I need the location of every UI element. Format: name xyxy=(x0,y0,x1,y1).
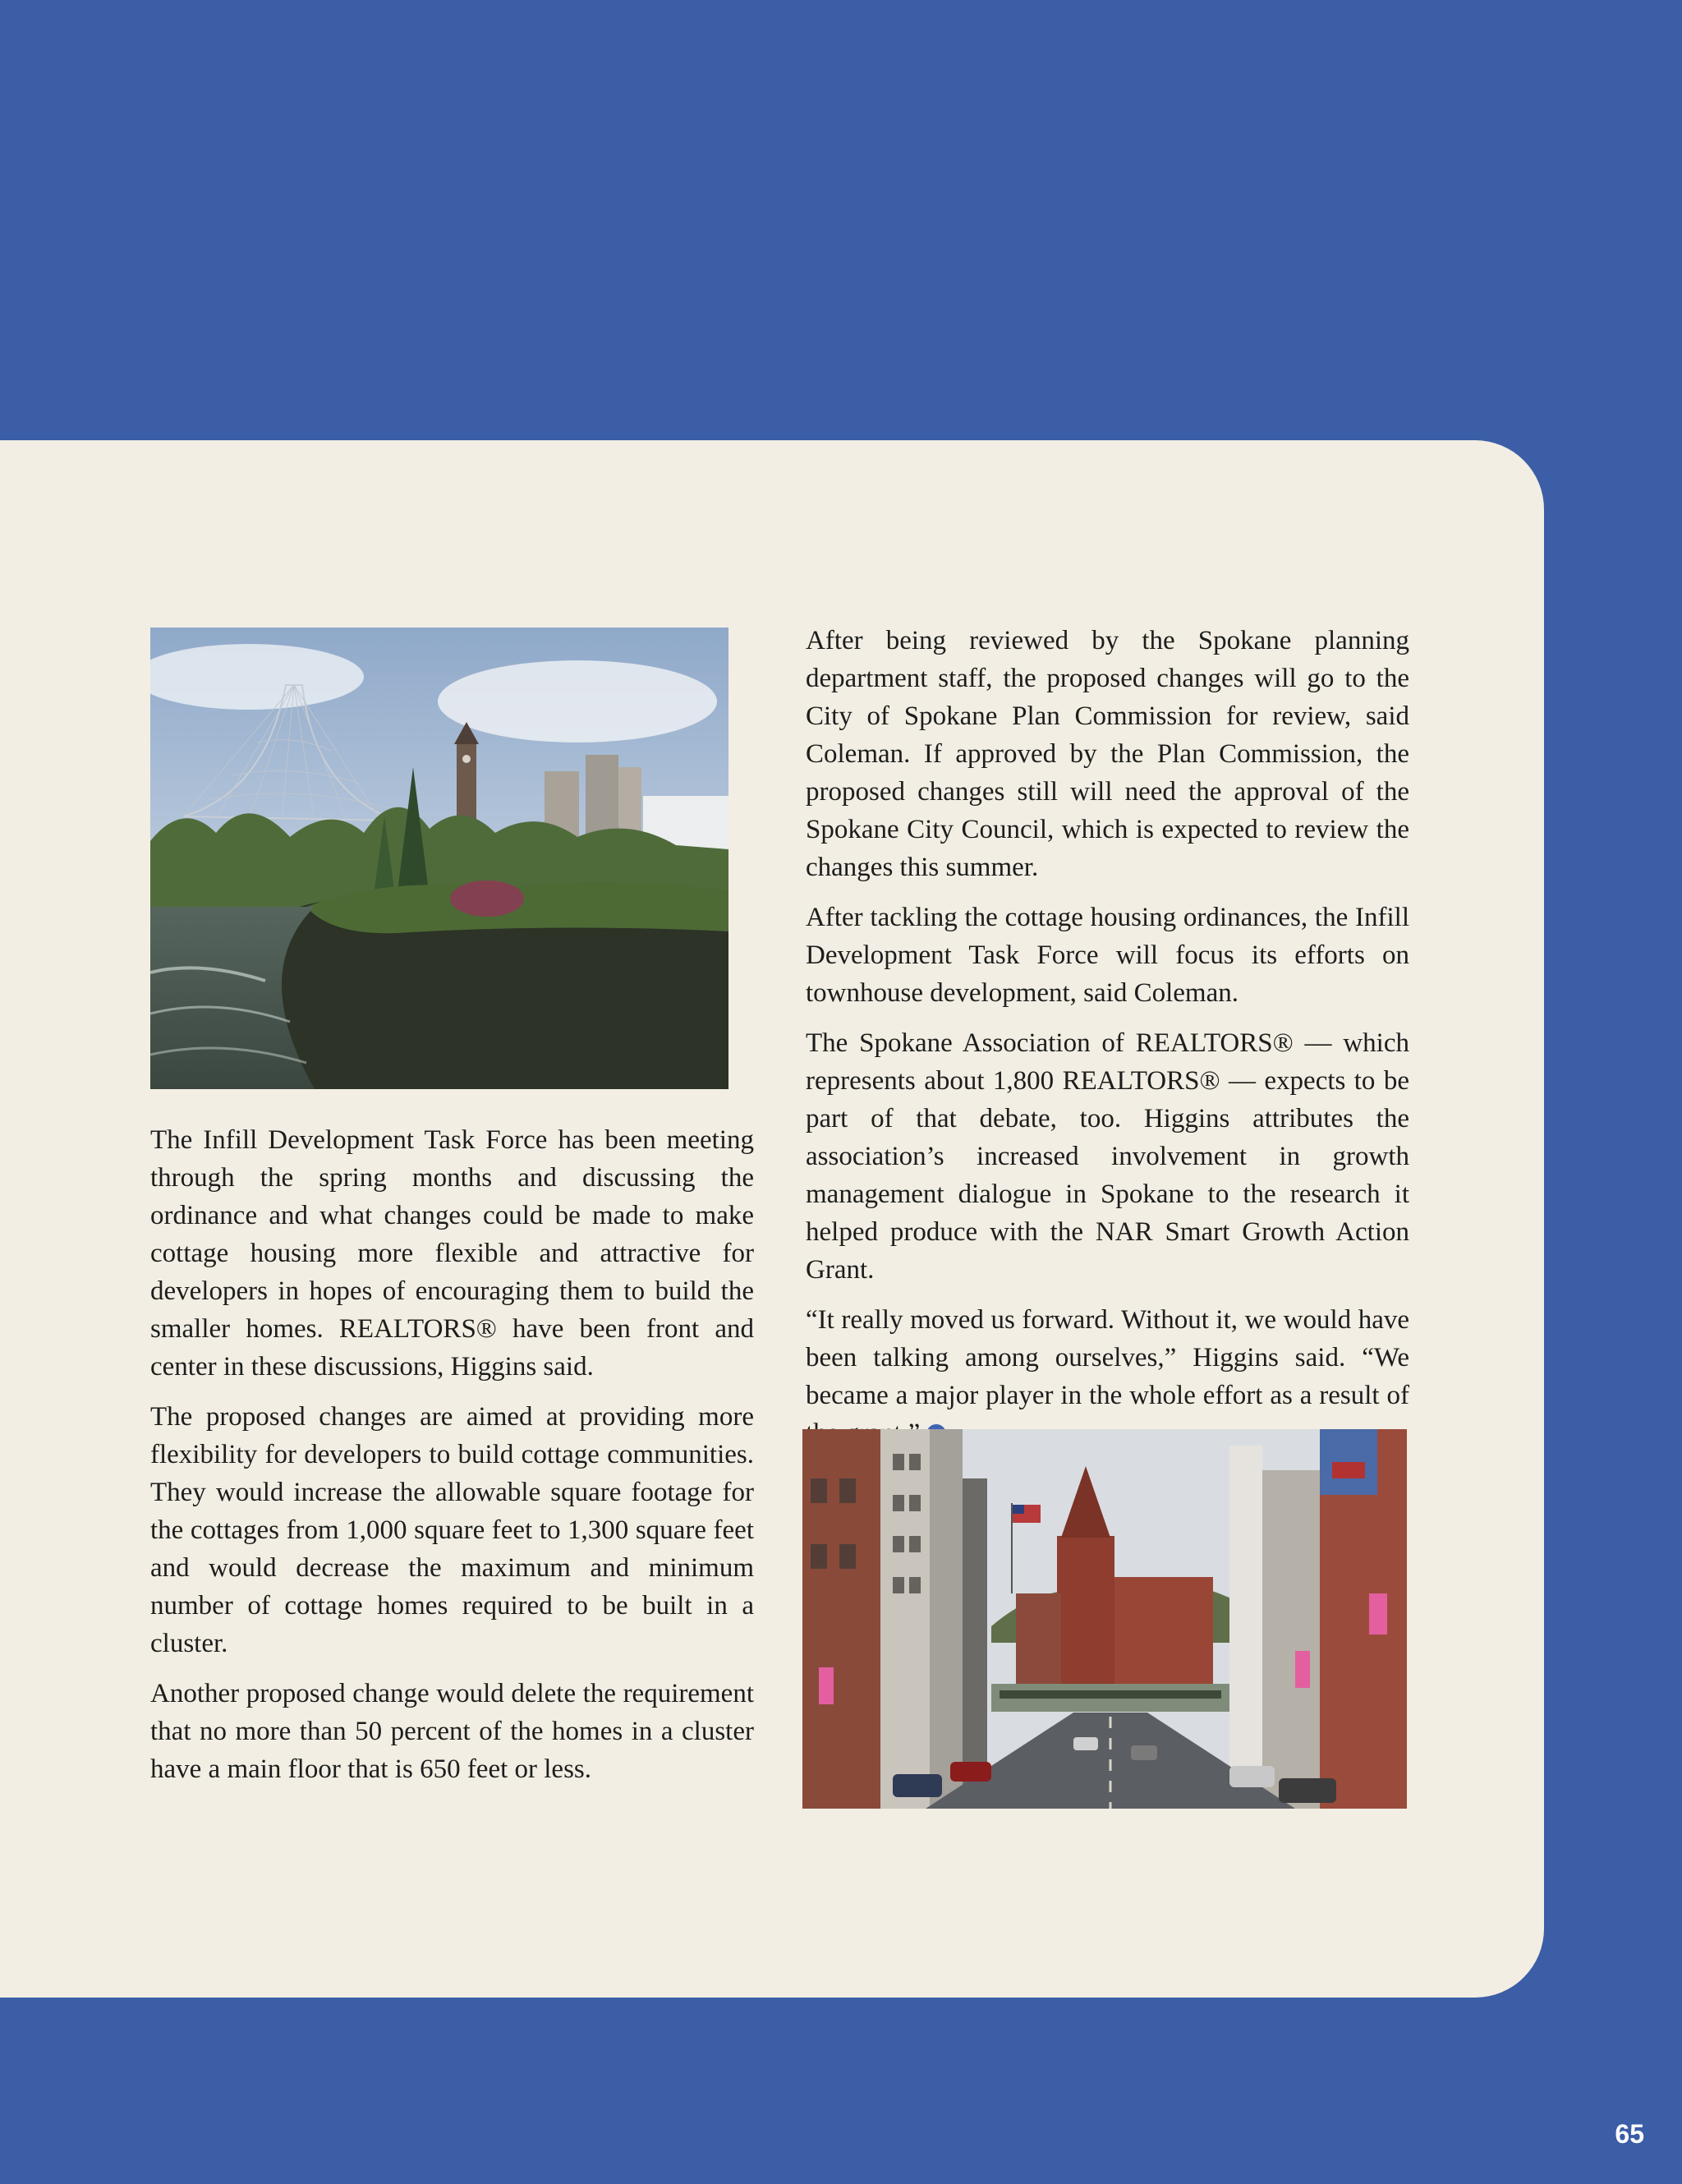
body-paragraph: The proposed changes are aimed at providing more flexibility for developers to build cottage communities. They would increase the allowable square footage for the cottages from 1,000 square feet to 1,300 square feet and would decrease the maximum and minimum number of cottage homes required to be built in a cluster. xyxy=(150,1402,754,1658)
downtown-street-photo xyxy=(802,1429,1407,1809)
body-paragraph: The Infill Development Task Force has been meeting through the spring months and discussing the ordinance and what changes could be made to make cottage housing more flexible and attractive for developers in hopes of encouraging them to build the smaller homes. REALTORS® have been front and center in these discussions, Higgins said. xyxy=(150,1125,754,1382)
body-paragraph: After being reviewed by the Spokane planning department staff, the proposed changes will go to the City of Spokane Plan Commission for review, said Coleman. If approved by the Plan Commission, the proposed changes still will need the approval of the Spokane City Council, which is expected to review the changes this summer. xyxy=(806,626,1409,882)
left-text-column xyxy=(150,1121,754,1800)
closing-quote-text: “It really moved us forward. Without it, we would have been talking among ourselves,” Higgins said. “We became a major player in the whole effort as a result of xyxy=(806,1305,1409,1410)
body-paragraph: Another proposed change would delete the requirement that no more than 50 percent of the homes in a cluster have a main floor that is 650 feet or less. xyxy=(150,1679,754,1784)
body-paragraph: After tackling the cottage housing ordinances, the Infill Development Task Force will focus its efforts on townhouse development, said Coleman. xyxy=(806,903,1409,1008)
body-paragraph: The Spokane Association of REALTORS® — which represents about 1,800 REALTORS® — expects to be part of that debate, too. Higgins attributes the association’s increased involvement in growth management dialogue in Spokane to the research it helped produce with the NAR Smart Growth Action Grant. xyxy=(806,1028,1409,1285)
right-text-column xyxy=(806,622,1409,1464)
page-number: 65 xyxy=(1615,2119,1644,2149)
riverfront-park-photo xyxy=(150,628,728,1089)
